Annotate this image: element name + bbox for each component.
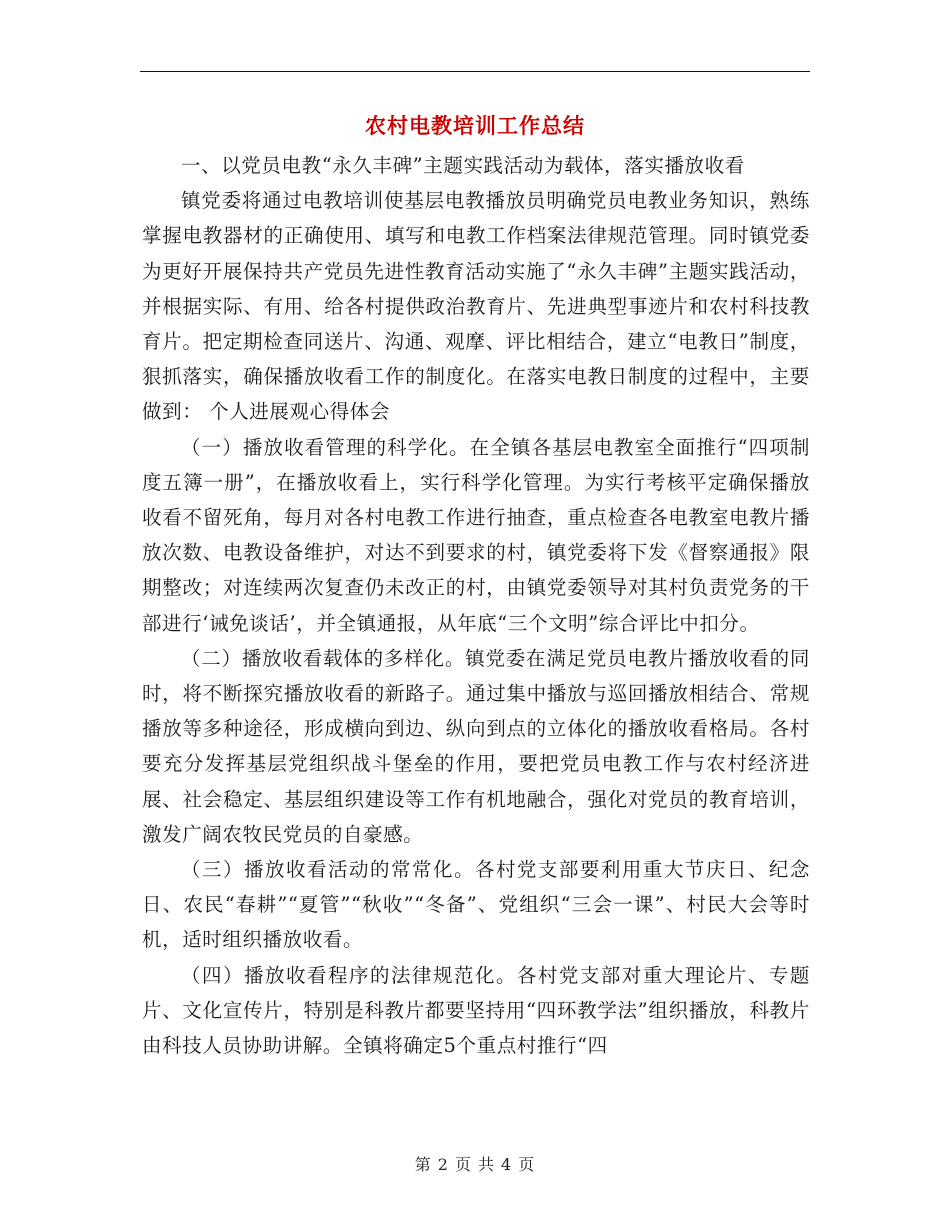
- total-page-count: 4: [501, 1155, 513, 1174]
- page-label-suffix: 页: [518, 1155, 536, 1174]
- document-title: 农村电教培训工作总结: [365, 114, 585, 138]
- paragraph-intro: 镇党委将通过电教培训使基层电教播放员明确党员电教业务知识，熟练掌握电教器材的正确使用、填写和电教工作档案法律规范管理。同时镇党委为更好开展保持共产党员先进性教育活动实施了“永久丰碑”主题实践活动，并根据实际、有用、给各村提供政治教育片、先进典型事迹片和农村科技教育片。把定期检查同送片、沟通、观摩、评比相结合，建立“电教日”制度，狠抓落实，确保播放收看工作的制度化。在落实电教日制度的过程中，主要做到： 个人进展观心得体会: [142, 189, 810, 424]
- current-page-number: 2: [437, 1155, 449, 1174]
- page-label-mid: 页 共: [454, 1155, 496, 1174]
- page-footer: [0, 1152, 950, 1175]
- document-body: [142, 148, 810, 1063]
- paragraph-section-heading: 一、以党员电教“永久丰碑”主题实践活动为载体，落实播放收看: [181, 154, 745, 177]
- paragraph-item-2: （二）播放收看载体的多样化。镇党委在满足党员电教片播放收看的同时，将不断探究播放收看的新路子。通过集中播放与巡回播放相结合、常规播放等多种途径，形成横向到边、纵向到点的立体化的播放收看格局。各村要充分发挥基层党组织战斗堡垒的作用，要把党员电教工作与农村经济进展、社会稳定、基层组织建设等工作有机地融合，强化对党员的教育培训，激发广阔农牧民党员的自豪感。: [142, 646, 810, 846]
- paragraph-item-1: （一）播放收看管理的科学化。在全镇各基层电教室全面推行“四项制度五簿一册”，在播放收看上，实行科学化管理。为实行考核平定确保播放收看不留死角，每月对各村电教工作进行抽查，重点检查各电教室电教片播放次数、电教设备维护，对达不到要求的村，镇党委将下发《督察通报》限期整改；对连续两次复查仍未改正的村，由镇党委领导对其村负责党务的干部进行‘诫免谈话’，并全镇通报，从年底“三个文明”综合评比中扣分。: [142, 435, 810, 635]
- paragraph-item-3: （三）播放收看活动的常常化。各村党支部要利用重大节庆日、纪念日、农民“春耕”“夏管”“秋收”“冬备”、党组织“三会一课”、村民大会等时机，适时组织播放收看。: [142, 858, 810, 952]
- paragraph-item-4: （四）播放收看程序的法律规范化。各村党支部对重大理论片、专题片、文化宣传片，特别是科教片都要坚持用“四环教学法”组织播放，科教片由科技人员协助讲解。全镇将确定5个重点村推行“四: [142, 963, 810, 1058]
- header-rule: [140, 71, 810, 72]
- page-label-prefix: 第: [414, 1155, 432, 1174]
